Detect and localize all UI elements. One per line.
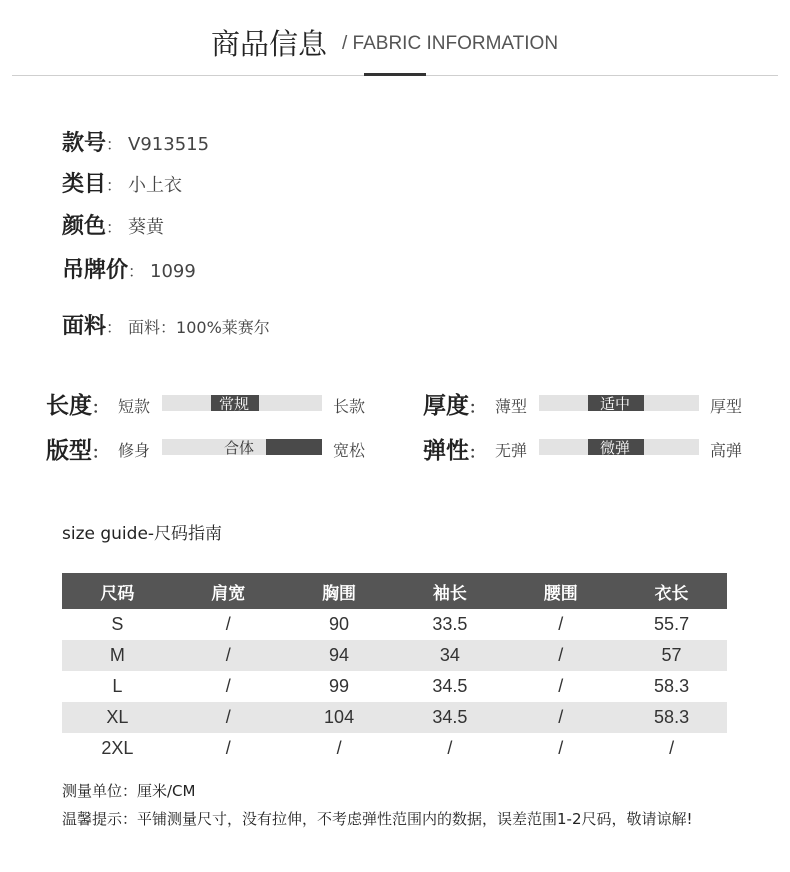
table-cell: / <box>558 614 564 634</box>
tag-price-label: 吊牌价 <box>62 258 129 283</box>
measurement-unit-note: 测量单位：厘米/CM <box>62 782 196 800</box>
colon: ： <box>128 262 145 281</box>
thickness-scale-bar <box>539 395 699 411</box>
column-header: 胸围 <box>284 573 395 609</box>
table-cell: 90 <box>329 614 350 634</box>
fabric-value: 面料：100%莱赛尔 <box>128 318 270 337</box>
column-header: 肩宽 <box>173 573 284 609</box>
size-table <box>62 573 727 764</box>
table-cell: / <box>225 614 231 634</box>
header-accent-line <box>364 73 426 76</box>
table-cell: 104 <box>284 702 395 733</box>
table-cell: / <box>505 702 616 733</box>
length-label: 长度： <box>46 393 109 419</box>
table-cell: L <box>112 676 123 696</box>
column-header: 腰围 <box>505 573 616 609</box>
category-value: 小上衣 <box>128 175 183 196</box>
info-style-no <box>62 126 209 157</box>
info-tag-price <box>62 253 196 284</box>
table-cell: 57 <box>616 640 727 671</box>
thickness-option-thin: 薄型 <box>495 397 528 416</box>
tip-note: 温馨提示：平铺测量尺寸，没有拉伸，不考虑弹性范围内的数据，误差范围1-2尺码，敬请谅解! <box>62 810 693 828</box>
table-row <box>62 671 727 702</box>
length-selected-text: 常规 <box>219 395 250 413</box>
table-cell: 99 <box>329 676 350 696</box>
elasticity-scale-bar <box>539 439 699 455</box>
table-row <box>62 702 727 733</box>
elasticity-option-high: 高弹 <box>710 441 743 460</box>
fabric-label: 面料 <box>62 314 107 339</box>
length-option-short: 短款 <box>118 397 151 416</box>
info-color <box>62 209 164 240</box>
style-no-label: 款号 <box>62 131 107 156</box>
elasticity-label: 弹性： <box>423 438 486 464</box>
table-cell: M <box>62 640 173 671</box>
elasticity-option-none: 无弹 <box>495 441 528 460</box>
colon: ： <box>106 135 123 154</box>
colon: ： <box>106 318 123 337</box>
elasticity-selected-text: 微弹 <box>600 439 631 457</box>
table-cell: / <box>173 702 284 733</box>
table-cell: 34.5 <box>394 702 505 733</box>
table-cell: 58.3 <box>654 676 690 696</box>
column-header: 尺码 <box>62 573 173 609</box>
thickness-option-thick: 厚型 <box>710 397 743 416</box>
table-cell: 2XL <box>101 738 134 758</box>
info-fabric <box>62 309 270 340</box>
table-cell: / <box>558 738 564 758</box>
color-value: 葵黄 <box>128 217 165 238</box>
table-cell: 34 <box>394 640 505 671</box>
fit-label: 版型： <box>46 438 109 464</box>
table-cell: / <box>173 640 284 671</box>
fit-scale-indicator <box>266 439 322 455</box>
fit-scale-bar <box>162 439 322 455</box>
style-no-value: V913515 <box>128 134 210 155</box>
table-row <box>62 640 727 671</box>
table-cell: 94 <box>284 640 395 671</box>
column-header: 袖长 <box>394 573 505 609</box>
table-cell: / <box>225 676 231 696</box>
size-guide-title: size guide-尺码指南 <box>62 524 223 544</box>
length-option-long: 长款 <box>333 397 366 416</box>
table-cell: 58.3 <box>616 702 727 733</box>
fit-option-slim: 修身 <box>118 441 151 460</box>
table-cell: / <box>558 676 564 696</box>
table-cell: / <box>447 738 453 758</box>
column-header: 衣长 <box>616 573 727 609</box>
category-label: 类目 <box>62 172 107 197</box>
table-row <box>62 609 727 640</box>
page-subtitle: / FABRIC INFORMATION <box>342 33 559 54</box>
thickness-label: 厚度： <box>423 393 486 419</box>
size-table-header <box>62 573 727 609</box>
colon: ： <box>106 176 123 195</box>
page-title: 商品信息 <box>211 27 328 61</box>
table-cell: XL <box>62 702 173 733</box>
fit-selected-text: 合体 <box>224 439 255 457</box>
table-cell: / <box>669 738 675 758</box>
table-cell: 55.7 <box>654 614 690 634</box>
table-cell: 34.5 <box>432 676 468 696</box>
table-cell: / <box>505 640 616 671</box>
colon: ： <box>106 218 123 237</box>
length-scale-bar <box>162 395 322 411</box>
tag-price-value: 1099 <box>150 261 196 282</box>
table-cell: S <box>111 614 124 634</box>
color-label: 颜色 <box>62 214 107 239</box>
table-cell: / <box>225 738 231 758</box>
info-category <box>62 167 182 198</box>
table-cell: 33.5 <box>432 614 468 634</box>
fit-option-loose: 宽松 <box>333 441 366 460</box>
table-row <box>62 733 727 764</box>
thickness-selected-text: 适中 <box>600 395 631 413</box>
table-cell: / <box>336 738 342 758</box>
